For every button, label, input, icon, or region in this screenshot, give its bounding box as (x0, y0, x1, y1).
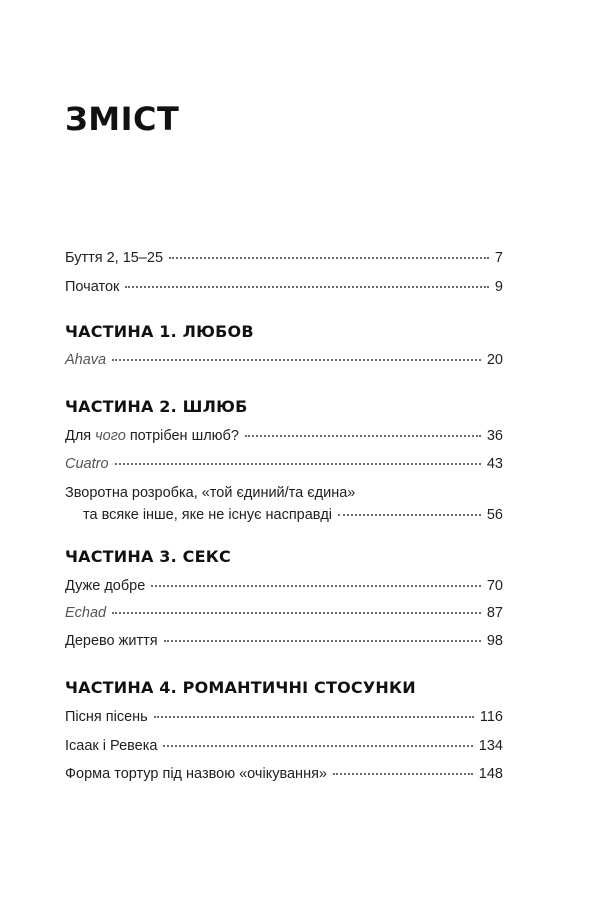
part-heading-2: ЧАСТИНА 2. ШЛЮБ (65, 397, 248, 416)
dot-leader (164, 639, 481, 642)
dot-leader (163, 744, 472, 747)
part-heading-4: ЧАСТИНА 4. РОМАНТИЧНІ СТОСУНКИ (65, 678, 416, 697)
toc-entry-title: Echad (65, 605, 107, 621)
dot-leader (151, 584, 481, 587)
toc-entry-tree-of-life[interactable] (65, 632, 503, 650)
part-heading-3: ЧАСТИНА 3. СЕКС (65, 547, 231, 566)
toc-entry-title: Дерево життя (65, 633, 158, 649)
title-part: Для (65, 428, 96, 444)
toc-entry-page: 116 (479, 709, 503, 725)
toc-entry-waiting[interactable] (65, 765, 503, 783)
toc-entry-reverse-engineering[interactable] (65, 484, 503, 524)
toc-entry-page: 98 (486, 633, 503, 649)
toc-entry-title: Cuatro (65, 456, 109, 472)
toc-entry-title: Ahava (65, 352, 107, 368)
part-heading-1: ЧАСТИНА 1. ЛЮБОВ (65, 322, 254, 341)
toc-entry-echad[interactable] (65, 604, 503, 622)
toc-entry-title: Початок (65, 279, 120, 295)
toc-entry-page: 134 (478, 738, 503, 754)
toc-entry-title: Ісаак і Ревека (65, 738, 158, 754)
toc-entry-title: Пісня пісень (65, 709, 148, 725)
toc-entry-page: 36 (486, 428, 503, 444)
toc-entry-page: 43 (486, 456, 503, 472)
page-title: ЗМІСТ (65, 100, 180, 138)
toc-entry-title-line2: та всяке інше, яке не існує насправді (83, 507, 333, 523)
toc-entry-why-marriage[interactable] (65, 427, 503, 445)
dot-leader (115, 462, 481, 465)
dot-leader (112, 358, 481, 361)
title-part: потрібен шлюб? (125, 428, 239, 444)
dot-leader (154, 715, 474, 718)
toc-entry-page: 9 (494, 279, 503, 295)
toc-entry-page: 148 (478, 766, 503, 782)
toc-entry-very-good[interactable] (65, 577, 503, 595)
toc-entry-page: 70 (486, 578, 503, 594)
dot-leader (169, 256, 489, 259)
toc-entry-page: 7 (494, 250, 503, 266)
dot-leader (245, 434, 481, 437)
toc-entry-title: Буття 2, 15–25 (65, 250, 164, 266)
toc-entry-title-line1: Зворотна розробка, «той єдиний/та єдина» (65, 485, 356, 501)
toc-entry-song-of-songs[interactable] (65, 708, 503, 726)
toc-entry-beginning[interactable] (65, 278, 503, 296)
toc-entry-title (65, 427, 239, 445)
toc-entry-title: Дуже добре (65, 578, 146, 594)
toc-entry-cuatro[interactable] (65, 455, 503, 473)
toc-entry-page: 87 (486, 605, 503, 621)
dot-leader (333, 772, 473, 775)
toc-entry-ahava[interactable] (65, 351, 503, 369)
toc-entry-page: 56 (486, 507, 503, 523)
dot-leader (338, 513, 481, 516)
toc-entry-page: 20 (486, 352, 503, 368)
title-italic-part: чого (95, 428, 126, 444)
toc-entry-genesis[interactable] (65, 249, 503, 267)
toc-entry-isaac-rebekah[interactable] (65, 737, 503, 755)
dot-leader (112, 611, 481, 614)
toc-entry-title: Форма тортур під назвою «очікування» (65, 766, 327, 782)
dot-leader (125, 285, 489, 288)
